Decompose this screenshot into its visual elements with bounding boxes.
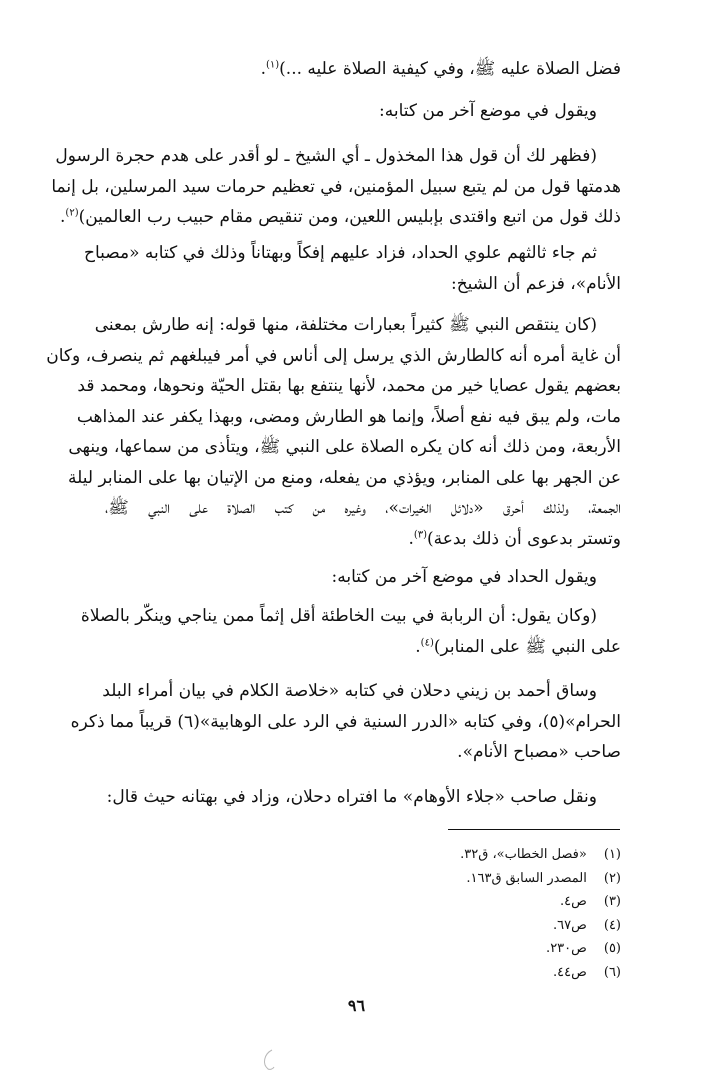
paragraph-4: [83, 238, 621, 299]
text-line: ويقول الحداد في موضع آخر من كتابه:: [331, 567, 597, 587]
footnote-number: (١): [603, 847, 621, 862]
text-line: الأربعة، ومن ذلك أنه كان يكره الصلاة على النبي ﷺ، ويتأذى من سماعها، وينهى: [68, 437, 621, 457]
text-line: هدمتها قول من لم يتبع سبيل المؤمنين، في تعظيم حرمات سيد المرسلين، بل إنما: [51, 176, 621, 197]
footnote-ref: (٤): [420, 636, 434, 648]
text-line: ثم جاء ثالثهم علوي الحداد، فزاد عليهم إفكاً وبهتاناً وذلك في كتابه «مصباح: [83, 243, 597, 263]
text-line: على النبي ﷺ على المنابر)$^{(٤)}$.: [415, 636, 621, 657]
footnote-number: (٣): [603, 894, 621, 909]
text-line: بعضهم يقول عصايا خير من محمد، لأنها ينتفع بها بقتل الحيّة ونحوها، ومحمد قد: [77, 376, 621, 396]
footnote-item: [321, 937, 621, 961]
text-line: عن الجهر بها على المنابر، ويؤذي من يفعله، ومنع من الإتيان بها على المنابر ليلة: [68, 467, 621, 488]
footnote-item: [321, 914, 621, 938]
text-line: (كان ينتقص النبي ﷺ كثيراً بعبارات مختلفة، منها قوله: إنه طارش بمعنى: [94, 315, 597, 335]
paragraph-9: [105, 782, 621, 813]
footnote-text: ص٢٣٠.: [546, 941, 587, 956]
footnote-number: (٦): [603, 964, 621, 980]
paragraph-3: [51, 141, 621, 233]
text-line: الجمعة، ولذلك أحرق «دلائل الخيرات»، وغيره من كتب الصلاة على النبي ﷺ،: [105, 498, 621, 518]
text-line: ونقل صاحب «جلاء الأوهام» ما افتراه دحلان، وزاد في بهتانه حيث قال:: [106, 787, 597, 807]
text-line: فضل الصلاة عليه ﷺ، وفي كيفية الصلاة عليه ...)$^{(١)}$.: [260, 59, 621, 79]
footnote-text: ص٤.: [560, 894, 587, 909]
footnote-item: [321, 867, 621, 891]
text-line: مات، ولم يبق فيه نفع أصلاً، وإنما هو الطارش ومضى، وبهذا يكفر عند المذاهب: [76, 406, 621, 427]
text-line: وتستر بدعوى أن ذلك بدعة)$^{(٣)}$.: [408, 528, 621, 549]
footnotes: [321, 843, 621, 984]
text-line: صاحب «مصباح الأنام».: [457, 742, 621, 762]
text-line: الحرام»(٥)، وفي كتابه «الدرر السنية في الرد على الوهابية»(٦) قريباً مما ذكره: [70, 711, 621, 732]
footnote-item: [321, 843, 621, 867]
paragraph-2: [105, 96, 621, 127]
text-line: أن غاية أمره أنه كالطارش الذي يرسل إلى أناس في أمر فيبلغهم ثم ينصرف، وكان: [46, 345, 621, 366]
footnote-ref: (١): [265, 59, 280, 71]
footnote-text: ص٦٧.: [553, 917, 587, 933]
footnote-number: (٤): [603, 917, 621, 933]
pen-mark-icon: [258, 1048, 280, 1072]
footnote-ref: (٣): [413, 528, 428, 540]
footnote-text: «فصل الخطاب»، ق٣٢.: [460, 847, 587, 862]
footnote-text: المصدر السابق ق١٦٣.: [466, 870, 587, 886]
text-line: (فظهر لك أن قول هذا المخذول ـ أي الشيخ ـ لو أقدر على هدم حجرة الرسول: [55, 146, 597, 166]
text-line: ذلك قول من اتبع واقتدى بإبليس اللعين، ومن تنقيص مقام حبيب رب العالمين)$^{(٢)}$.: [60, 207, 621, 227]
paragraph-6: [105, 562, 621, 593]
footnote-item: [321, 961, 621, 985]
footnote-text: ص٤٤.: [553, 964, 587, 980]
paragraph-1: [105, 54, 621, 85]
paragraph-7: [80, 601, 621, 662]
footnote-divider: [448, 829, 620, 830]
text-line: ويقول في موضع آخر من كتابه:: [379, 101, 597, 121]
paragraph-5: [46, 310, 621, 554]
text-line: وساق أحمد بن زيني دحلان في كتابه «خلاصة الكلام في بيان أمراء البلد: [102, 681, 597, 701]
footnote-number: (٢): [603, 870, 621, 886]
paragraph-8: [70, 676, 621, 768]
footnote-number: (٥): [603, 941, 621, 956]
footnote-item: [321, 890, 621, 914]
text-line: الأنام»، فزعم أن الشيخ:: [450, 273, 621, 294]
text-line: (وكان يقول: أن الربابة في بيت الخاطئة أقل إثماً ممن يناجي وينكّر بالصلاة: [80, 606, 597, 626]
page-number: ٩٦: [347, 996, 366, 1015]
footnote-ref: (٢): [65, 207, 79, 219]
